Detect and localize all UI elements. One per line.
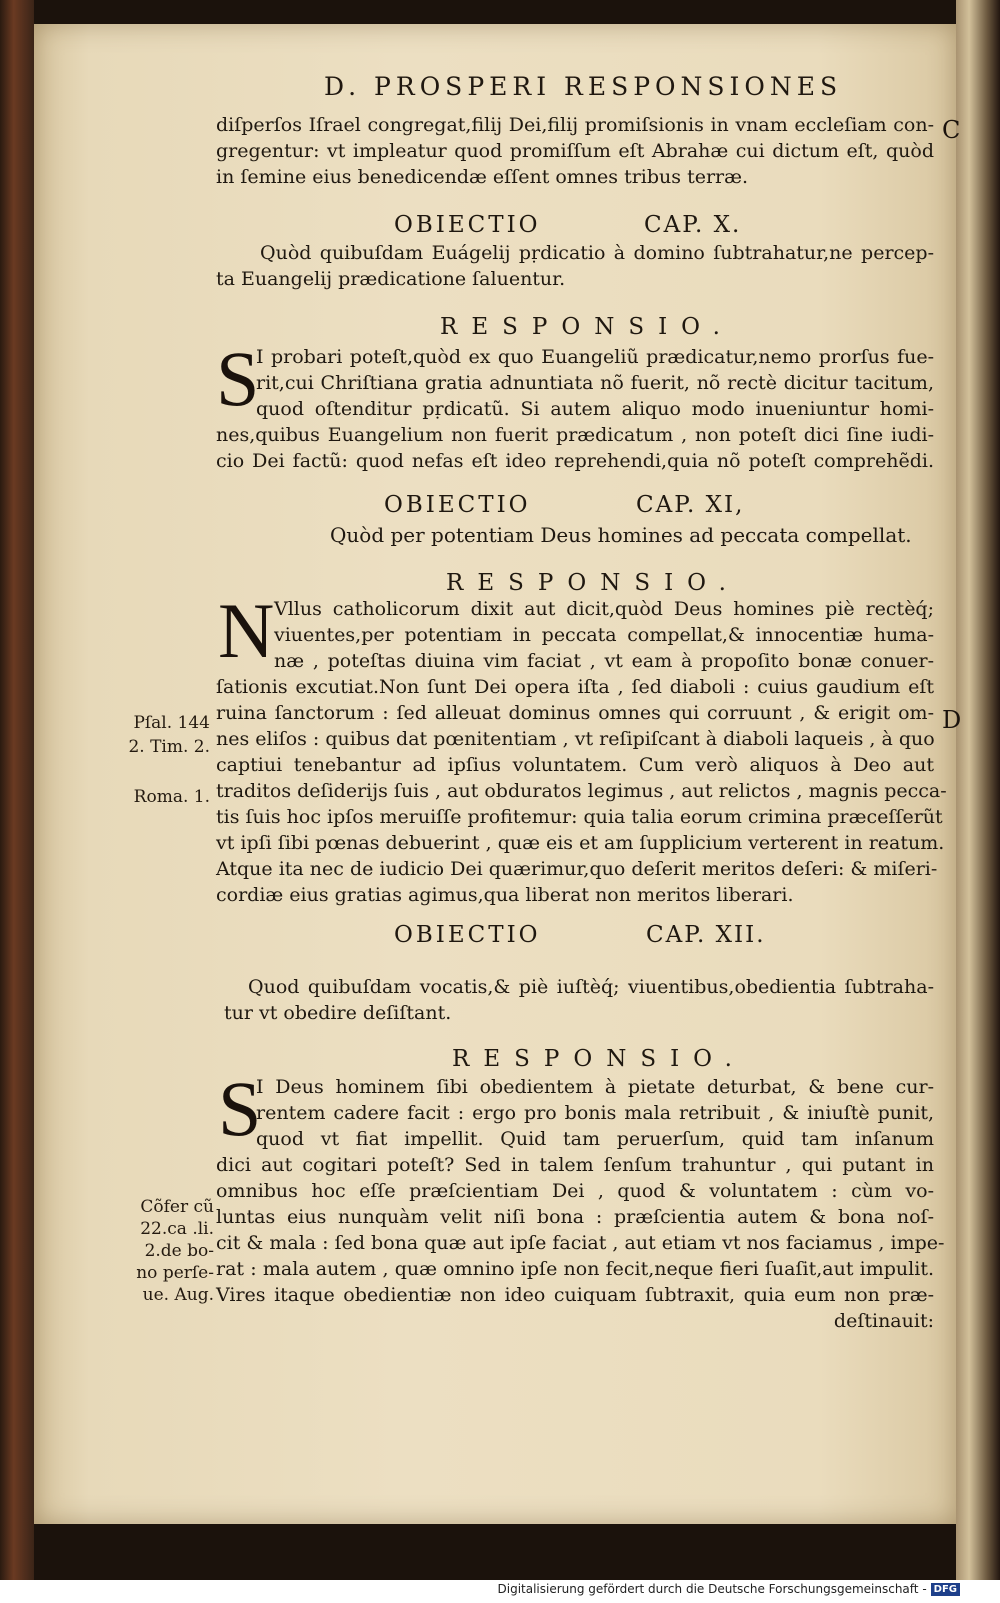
text-line: cordiæ eius gratias agimus,qua liberat non meritos liberari.: [216, 884, 794, 906]
responsio-text: [216, 1074, 945, 1334]
text-line: ſationis excutiat.Non ſunt Dei opera iſta , ſed diaboli : cuius gaudium eſt: [216, 676, 934, 698]
chapter-summary: [216, 240, 934, 292]
text-line: Vllus catholicorum dixit aut dicit,quòd Deus homines piè rectèq́;: [274, 598, 934, 620]
text-line: omnibus hoc eſſe præſcientiam Dei , quod & voluntatem : cùm vo-: [216, 1180, 934, 1202]
margin-note-line: no perſe-: [136, 1263, 214, 1283]
text-line: rat : mala autem , quæ omnino ipſe non fecit,neque fieri ſuaſit,aut impulit.: [216, 1258, 934, 1280]
book-page: [34, 24, 962, 1524]
text-line: quod oſtenditur pṛdicatũ. Si autem aliquo modo inueniuntur homi-: [256, 398, 934, 420]
text-line: luntas eius nunquàm velit niſi bona : præſcientia autem & bona noſ-: [216, 1206, 934, 1228]
summary-line: tur vt obedire deſiſtant.: [224, 1002, 452, 1024]
text-line: rit,cui Chriſtiana gratia adnuntiata nõ fuerit, nõ rectè dicitur tacitum,: [256, 372, 934, 394]
margin-note-line: 22.ca .li.: [140, 1219, 214, 1239]
summary-line: Quòd quibuſdam Euágelij pṛdicatio à domino ſubtrahatur,ne percep-: [260, 242, 934, 264]
text-line: diſperſos Iſrael congregat,filij Dei,filij promiſsionis in vnam eccleſiam con-: [216, 114, 934, 136]
text-line: Atque ita nec de iudicio Dei quærimur,quo deſerit meritos deſeri: & miſeri-: [216, 858, 938, 880]
margin-note-psalm: Pſal. 144: [133, 713, 210, 733]
responsio-text: [216, 596, 947, 908]
text-line: rentem cadere facit : ergo pro bonis mala retribuit , & iniuſtè punit,: [256, 1102, 934, 1124]
text-line: I Deus hominem ſibi obedientem à pietate deturbat, & bene cur-: [256, 1076, 934, 1098]
objectio-heading: OBIECTIO: [394, 212, 541, 238]
text-line: deſtinauit:: [833, 1310, 934, 1332]
chapter-summary: Quòd per potentiam Deus homines ad peccata compellat.: [330, 523, 912, 547]
text-line: dici aut cogitari poteſt? Sed in talem ſenſum trahuntur , qui putant in: [216, 1154, 934, 1176]
book-binding-edge: [0, 0, 34, 1580]
margin-note-line: Cõfer cũ: [140, 1197, 214, 1217]
text-line: cit & mala : ſed bona quæ aut ipſe faciat , aut etiam vt nos faciamus , impe-: [216, 1232, 945, 1254]
dfg-logo: DFG: [931, 1583, 960, 1596]
text-line: viuentes,per potentiam in peccata compellat,& innocentiæ huma-: [274, 624, 934, 646]
text-line: gregentur: vt impleatur quod promiſſum eſt Abrahæ cui dictum eſt, quòd: [216, 140, 934, 162]
credit-text: Digitalisierung gefördert durch die Deutsche Forschungsgemeinschaft -: [497, 1582, 927, 1596]
drop-cap-initial: S: [216, 335, 260, 422]
responsio-text: [216, 344, 934, 474]
text-line: tis ſuis hoc ipſos meruiſſe profitemur: quia talia eorum crimina præceſſerũt: [216, 806, 943, 828]
text-line: I probari poteſt,quòd ex quo Euangeliũ prædicatur,nemo prorſus fue-: [256, 346, 934, 368]
text-line: captiui tenebantur ad ipſius voluntatem. Cum verò aliquos à Deo aut: [216, 754, 934, 776]
text-line: vt ipſi ſibi pœnas debuerint , quæ eis et am ſupplicium verterent in reatum.: [216, 832, 945, 854]
drop-cap-initial: N: [218, 587, 275, 674]
text-line: ruina ſanctorum : ſed alleuat dominus omnes qui corruunt , & erigit om-: [216, 702, 934, 724]
intro-paragraph: [216, 112, 934, 190]
text-line: Vires itaque obedientiæ non ideo cuiquam ſubtraxit, quia eum non præ-: [216, 1284, 934, 1306]
text-line: nes,quibus Euangelium non fuerit prædicatum , non poteſt dici ſine iudi-: [216, 424, 934, 446]
text-line: cio Dei factũ: quod nefas eſt ideo reprehendi,quia nõ poteſt comprehẽdi.: [216, 450, 934, 472]
responsio-heading: RESPONSIO.: [440, 314, 734, 340]
chapter-number: CAP. X.: [644, 212, 742, 238]
summary-line: Quod quibuſdam vocatis,& piè iuſtèq́; viuentibus,obedientia ſubtraha-: [248, 976, 934, 998]
chapter-number: CAP. XII.: [646, 922, 766, 948]
objectio-heading: OBIECTIO: [384, 492, 531, 518]
margin-note-timothy: 2. Tim. 2.: [128, 737, 210, 757]
text-line: in ſemine eius benedicendæ eſſent omnes tribus terræ.: [216, 166, 749, 188]
margin-note-romans: Roma. 1.: [133, 787, 210, 807]
responsio-heading: RESPONSIO.: [452, 1046, 746, 1072]
text-line: nes eliſos : quibus dat pœnitentiam , vt reſipiſcant à diaboli laqueis , à quo: [216, 728, 935, 750]
running-head: D. PROSPERI RESPONSIONES: [324, 72, 843, 101]
summary-line: ta Euangelij prædicatione ſaluentur.: [216, 268, 566, 290]
margin-note-cross-reference: [114, 1196, 214, 1306]
text-line: quod vt fiat impellit. Quid tam peruerſum, quid tam inſanum: [256, 1128, 934, 1150]
margin-letter-d: D: [942, 706, 962, 734]
responsio-heading: RESPONSIO.: [446, 570, 740, 596]
digitization-credit: [498, 1582, 961, 1596]
chapter-summary: [216, 974, 934, 1026]
margin-letter-c: C: [942, 116, 961, 144]
drop-cap-initial: S: [218, 1065, 262, 1152]
book-page-edges: [956, 0, 1000, 1580]
margin-note-line: ue. Aug.: [142, 1285, 214, 1305]
text-line: traditos deſiderijs ſuis , aut obduratos legimus , aut relictos , magnis pecca-: [216, 780, 947, 802]
text-line: næ , poteſtas diuina vim faciat , vt eam à propoſito bonæ conuer-: [274, 650, 934, 672]
objectio-heading: OBIECTIO: [394, 922, 541, 948]
chapter-number: CAP. XI,: [636, 492, 745, 518]
margin-note-line: 2.de bo-: [144, 1241, 214, 1261]
